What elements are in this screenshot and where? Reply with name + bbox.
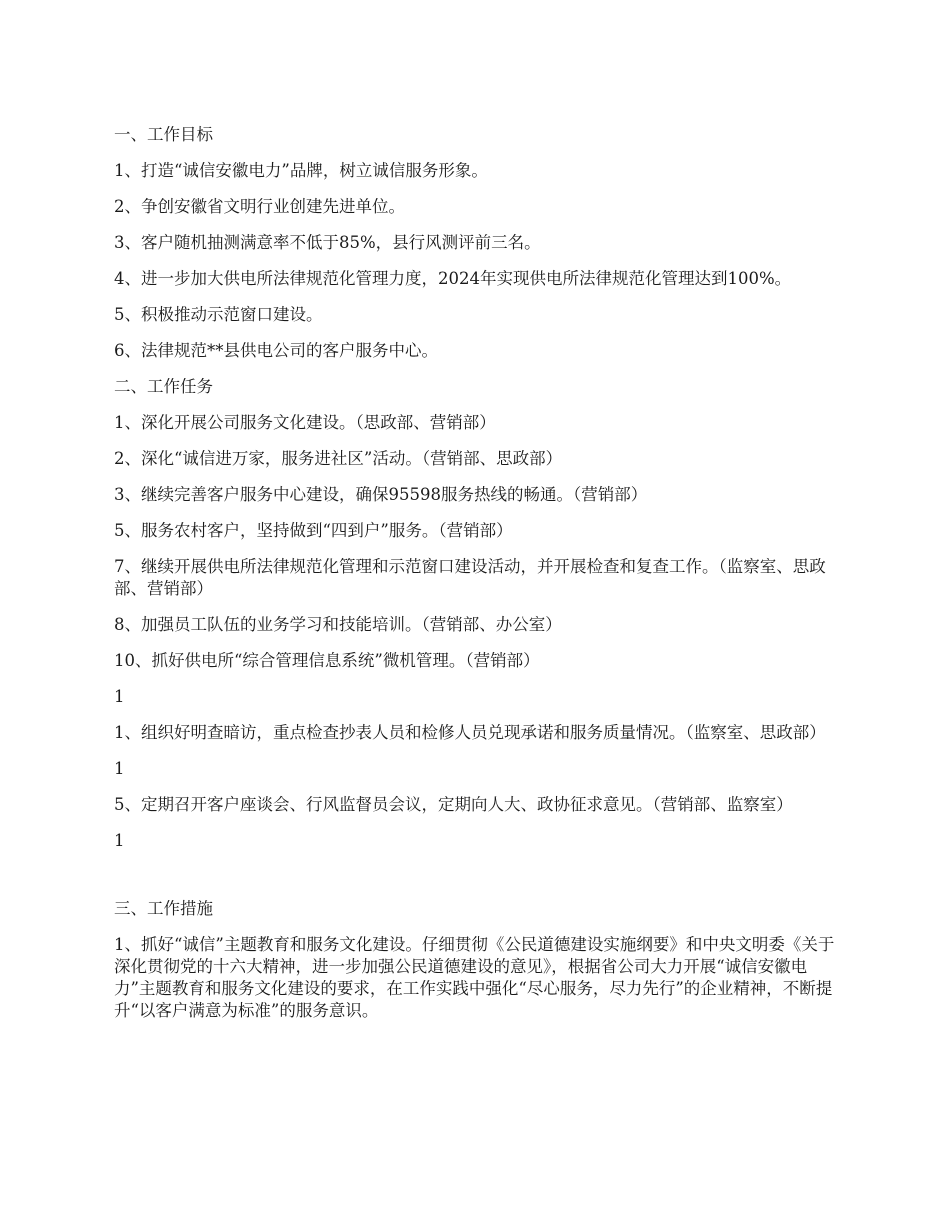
section-heading-measures: 三、工作措施 [114,899,213,918]
goal-item: 4、进一步加大供电所法律规范化管理力度，2024年实现供电所法律规范化管理达到100%。 [114,269,792,288]
task-item: 3、继续完善客户服务中心建设，确保95598服务热线的畅通。（营销部） [114,485,648,504]
page-number-marker: 1 [114,687,125,706]
goal-item: 2、争创安徽省文明行业创建先进单位。 [114,197,405,216]
document-body [114,124,840,1036]
task-item: 1、深化开展公司服务文化建设。（思政部、营销部） [114,413,496,432]
task-item: 7、继续开展供电所法律规范化管理和示范窗口建设活动，并开展检查和复查工作。（监察室、思政部、营销部） [114,557,826,598]
task-item: 8、加强员工队伍的业务学习和技能培训。（营销部、办公室） [114,615,562,634]
section-heading-goals: 一、工作目标 [114,125,213,144]
task-item: 10、抓好供电所“综合管理信息系统”微机管理。（营销部） [114,651,540,670]
section-heading-tasks: 二、工作任务 [114,377,213,396]
goal-item: 1、打造“诚信安徽电力”品牌，树立诚信服务形象。 [114,161,488,180]
goal-item: 5、积极推动示范窗口建设。 [114,305,323,324]
task-item: 1、组织好明查暗访，重点检查抄表人员和检修人员兑现承诺和服务质量情况。（监察室、思政部） [114,723,826,742]
task-item: 5、服务农村客户，坚持做到“四到户”服务。（营销部） [114,521,513,540]
measure-item: 1、抓好“诚信”主题教育和服务文化建设。仔细贯彻《公民道德建设实施纲要》和中央文明委《关于深化贯彻党的十六大精神，进一步加强公民道德建设的意见》，根据省公司大力开展“诚信安徽电力”主题教育和服务文化建设的要求，在工作实践中强化“尽心服务，尽力先行”的企业精神，不断提升“以客户满意为标准”的服务意识。 [114,935,835,1020]
goal-item: 3、客户随机抽测满意率不低于85%，县行风测评前三名。 [114,233,541,252]
page-number-marker: 1 [114,831,125,850]
goal-item: 6、法律规范**县供电公司的客户服务中心。 [114,341,438,360]
task-item: 2、深化“诚信进万家，服务进社区”活动。（营销部、思政部） [114,449,563,468]
task-item: 5、定期召开客户座谈会、行风监督员会议，定期向人大、政协征求意见。（营销部、监察室） [114,795,793,814]
page-number-marker: 1 [114,759,125,778]
